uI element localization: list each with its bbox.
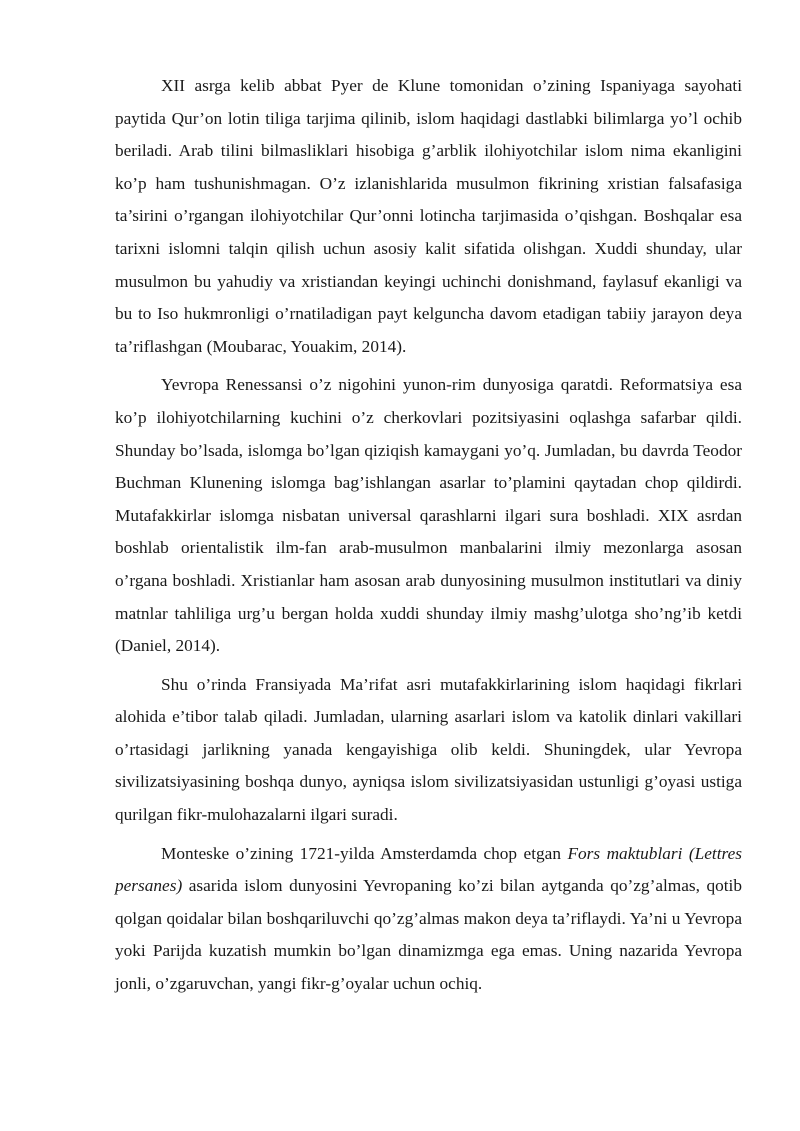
book-title: Fors maktublari (Lettres persanes) (115, 843, 743, 896)
paragraph-2: Yevropa Renessansi o’z nigohini yunon-rim dunyosiga qaratdi. Reformatsiya esa ko’p ilohiyotchilarning kuchini o’z cherkovlari pozitsiyasini oqlashga safarbar qildi. Shunday bo’lsada, islomga bo’lgan qiziqish kamaygani yo’q. Jumladan, bu davrda Teodor Buchman Klunening islomga bag’ishlangan asarlar to’plamini qaytadan chop qildirdi. Mutafakkirlar islomga nisbatan universal qarashlarni ilgari sura boshladi. XIX asrdan boshlab orientalistik ilm-fan arab-musulmon manbalarini ilmiy mezonlarga asosan o’rgana boshladi. Xristianlar ham asosan arab dunyosining musulmon institutlari va diniy matnlar tahliliga urg’u bergan holda xuddi shunday ilmiy mashg’ulotga sho’ng’ib ketdi (Daniel, 2014). (115, 375, 742, 656)
paragraph-4-before: Monteske o’zining 1721-yilda Amsterdamda chop etgan (161, 843, 568, 863)
paragraph-3: Shu o’rinda Fransiyada Ma’rifat asri mutafakkirlarining islom haqidagi fikrlari alohida e’tibor talab qiladi. Jumladan, ularning asarlari islom va katolik dinlari vakillari o’rtasidagi jarlikning yanada kengayishiga olib keldi. Shuningdek, ular Yevropa sivilizatsiyasining boshqa dunyo, ayniqsa islom sivilizatsiyasidan ustunligi g’oyasi ustiga qurilgan fikr-mulohazalarni ilgari suradi. (115, 674, 742, 825)
paragraph-4 (115, 838, 742, 1001)
paragraph-4-after: asarida islom dunyosini Yevropaning ko’zi bilan aytganda qo’zg’almas, qotib qolgan qoidalar bilan boshqariluvchi qo’zg’almas makon deya ta’riflaydi. Ya’ni u Yevropa yoki Parijda kuzatish mumkin bo’lgan dinamizmga ega emas. Uning nazarida Yevropa jonli, o’zgaruvchan, yangi fikr-g’oyalar uchun ochiq. (115, 876, 742, 994)
body-text (115, 70, 742, 1007)
paragraph-1: XII asrga kelib abbat Pyer de Klune tomonidan o’zining Ispaniyaga sayohati paytida Qur’on lotin tiliga tarjima qilinib, islom haqidagi dastlabki bilimlarga yo’l ochib beriladi. Arab tilini bilmasliklari hisobiga g’arblik ilohiyotchilar islom nima ekanligini ko’p ham tushunishmagan. O’z izlanishlarida musulmon fikrining xristian falsafasiga ta’sirini o’rgangan ilohiyotchilar Qur’onni lotincha tarjimasida o’qishgan. Boshqalar esa tarixni islomni talqin qilish uchun asosiy kalit sifatida olishgan. Xuddi shunday, ular musulmon bu yahudiy va xristiandan keyingi uchinchi donishmand, faylasuf ekanligi va bu to Iso hukmronligi o’rnatiladigan payt kelguncha davom etadigan tabiiy jarayon deya ta’riflashgan (Moubarac, Youakim, 2014). (115, 76, 742, 356)
